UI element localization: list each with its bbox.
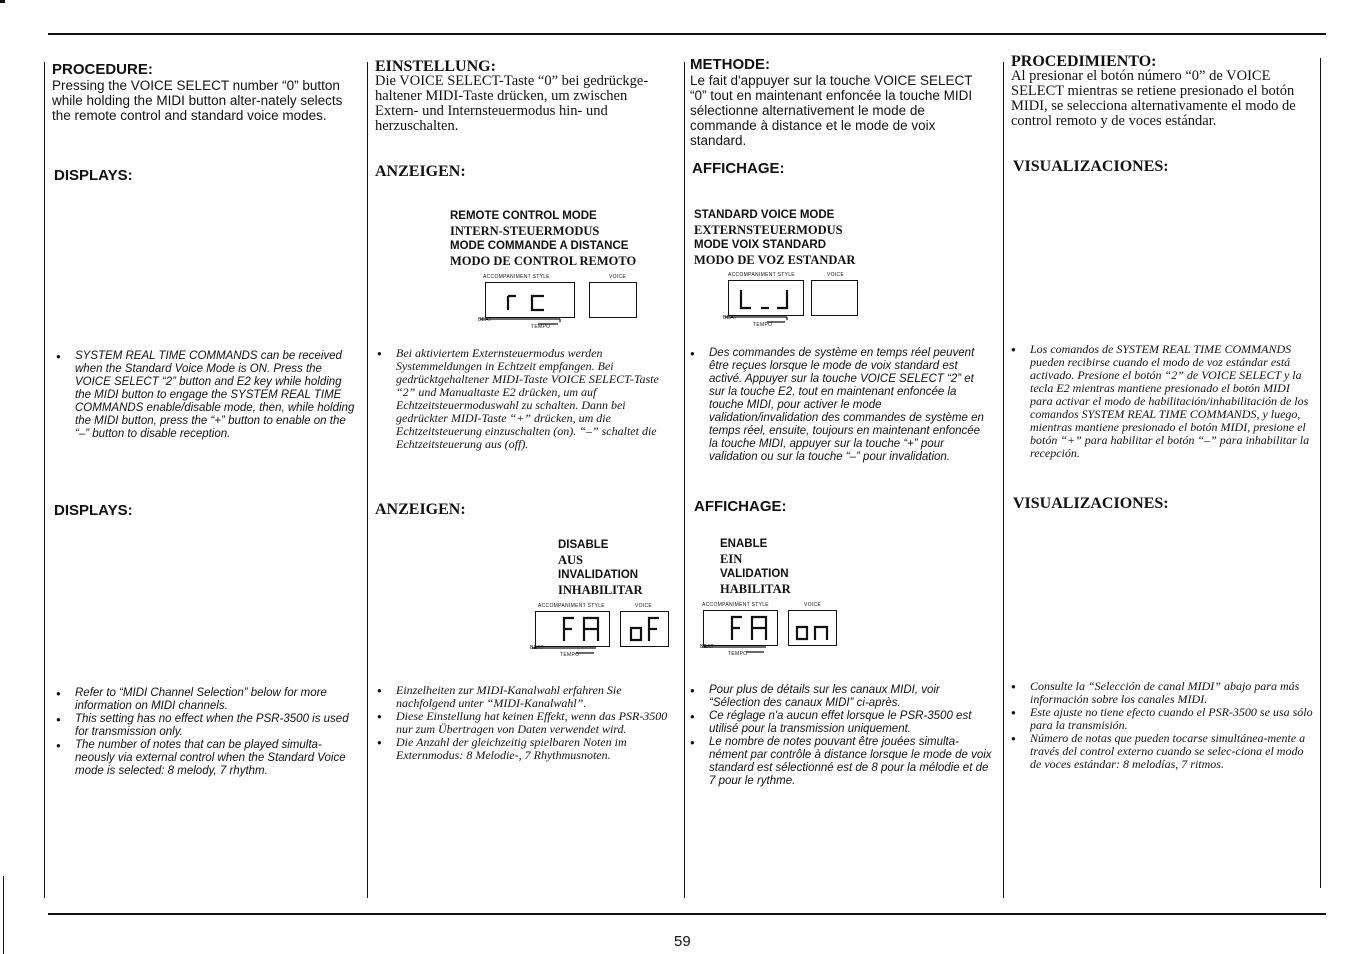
column-es	[1011, 0, 1316, 900]
notes-list	[56, 687, 356, 778]
segment-l	[741, 290, 751, 308]
enable-labels	[720, 537, 791, 597]
lcd-segments-of	[623, 614, 667, 644]
procedure-text: Pressing the VOICE SELECT number “0” button while holding the MIDI button alter-nately selects the remote control and standard voice modes.	[52, 78, 343, 123]
mode-label: ENABLE	[720, 538, 768, 550]
column-de	[375, 0, 680, 900]
displays-heading: VISUALIZACIONES:	[1013, 495, 1169, 512]
displays-heading: ANZEIGEN:	[375, 163, 466, 180]
lcd-voice-label: VOICE	[827, 272, 845, 278]
mode-label: REMOTE CONTROL MODE	[450, 210, 597, 222]
note-item: ● Die Anzahl der gleichzeitig spielbaren Noten im Externmodus: 8 Melodie-, 7 Rhythmusnoten.	[377, 736, 677, 762]
mode-label: MODE COMMANDE A DISTANCE	[450, 240, 629, 252]
lcd-style-label: ACCOMPANIMENT STYLE	[702, 602, 769, 608]
lcd-style-label: ACCOMPANIMENT STYLE	[728, 272, 795, 278]
left-edge-mark	[3, 876, 4, 954]
mode-label: MODE VOIX STANDARD	[694, 239, 827, 251]
segment-o	[631, 628, 641, 640]
mode-label: INHABILITAR	[558, 583, 643, 597]
segment-o	[797, 627, 807, 639]
displays-heading: AFFICHAGE:	[692, 160, 785, 177]
lcd-disable	[530, 603, 690, 659]
divider-4	[1003, 62, 1004, 898]
procedure-text: Al presionar el botón número “0” de VOICE SELECT mientras se retiene presionado el botón MIDI, se selecciona alternativamente el modo de control remoto y de voces estándar.	[1011, 68, 1296, 129]
note-item: ● SYSTEM REAL TIME COMMANDS can be received when the Standard Voice Mode is ON. Press the VOICE SELECT “2” button and E2 key while holding the MIDI button to engage the SYSTEM REAL TIME COMMANDS enable/disable mode, then, while holding the MIDI button, press the “+” button to enable on the “–” button to disable reception.	[56, 350, 356, 441]
segment-r	[508, 296, 516, 310]
segment-j	[777, 290, 787, 308]
notes-list	[56, 350, 356, 441]
lcd-voice-label: VOICE	[609, 274, 627, 280]
mode-label: MODO DE CONTROL REMOTO	[450, 254, 637, 268]
segment-c	[532, 296, 544, 310]
mode-label: EXTERNSTEUERMODUS	[694, 223, 843, 237]
procedure-heading: PROCEDIMIENTO:	[1011, 53, 1157, 70]
lcd-enable	[700, 602, 860, 658]
note-item: ● Consulte la “Selección de canal MIDI” abajo para más información sobre los canales MIDI.	[1011, 680, 1313, 706]
lcd-voice-label: VOICE	[635, 603, 653, 609]
divider-1	[44, 62, 45, 898]
lcd-tempo-label: TEMPO	[560, 652, 580, 658]
lcd-beat-label: BEAT	[530, 645, 544, 651]
notes-list	[377, 684, 677, 762]
divider-3	[684, 62, 685, 898]
notes-list	[690, 684, 992, 788]
displays-heading: VISUALIZACIONES:	[1013, 158, 1169, 175]
lcd-segments-lj	[731, 284, 801, 312]
lcd-pointer	[478, 314, 578, 330]
displays-heading: AFFICHAGE:	[694, 498, 787, 515]
column-fr	[690, 0, 998, 900]
mode-label: EIN	[720, 552, 743, 566]
mode-label: AUS	[558, 553, 584, 567]
note-item: ● Des commandes de système en temps réel peuvent être reçues lorsque le mode de voix standard est activé. Appuyer sur la touche VOICE SELECT “2” et sur la touche E2, tout en maintenant enfoncée la touche MIDI, pour activer le mode validation/invalidation des commandes de système en temps réel, ensuite, toujours en maintenant enfoncée la touche MIDI, appuyer sur la touche “+” pour validation ou sur la touche “–” pour invalidation.	[690, 347, 992, 464]
standard-mode-labels	[694, 208, 855, 268]
lcd-standard	[723, 272, 893, 328]
note-item: ● Le nombre de notes pouvant être jouées simulta-nément par contrôle à distance lorsque le mode de voix standard est sélectionné est de 8 pour la mélodie et de 7 pour le rythme.	[690, 736, 992, 788]
procedure-heading: EINSTELLUNG:	[375, 58, 496, 75]
segment-f-small	[649, 618, 659, 641]
notes-list	[690, 347, 992, 464]
divider-2	[367, 62, 368, 898]
procedure-heading: PROCEDURE:	[52, 61, 153, 78]
note-item: ● Este ajuste no tiene efecto cuando el PSR-3500 se usa sólo para la transmisión.	[1011, 706, 1313, 732]
notes-list	[377, 347, 675, 451]
lcd-voice-window	[811, 280, 858, 316]
note-item: ● Einzelheiten zur MIDI-Kanalwahl erfahren Sie nachfolgend unter “MIDI-Kanalwahl”.	[377, 684, 677, 710]
page-number: 59	[674, 933, 691, 950]
disable-labels	[558, 538, 643, 598]
note-item: ● The number of notes that can be played simulta-neously via external control when the Standard Voice mode is selected: 8 melody, 7 rhythm.	[56, 739, 356, 778]
segment-a	[584, 618, 598, 641]
remote-mode-labels	[450, 209, 636, 269]
note-item: ● Bei aktiviertem Externsteuermodus werden Systemmeldungen in Echtzeit empfangen. Bei gedrücktgehaltener MIDI-Taste VOICE SELECT-Taste “2” und Manualtaste E2 drücken, um auf Echtzeitsteuermoduswahl zu schalten. Dann bei gedrückter MIDI-Taste “+” drücken, um die Echtzeitsteuerung einzuschalten (on). “–” schaltet die Echtzeitsteuerung aus (off).	[377, 347, 675, 451]
lcd-segments-on	[791, 613, 835, 643]
mode-label: HABILITAR	[720, 582, 791, 596]
note-item: ● Refer to “MIDI Channel Selection” below for more information on MIDI channels.	[56, 687, 356, 713]
lcd-remote	[478, 274, 648, 330]
divider-5	[1320, 58, 1321, 888]
mode-label: DISABLE	[558, 539, 609, 551]
bottom-rule	[48, 913, 1326, 915]
mode-label: STANDARD VOICE MODE	[694, 209, 835, 221]
lcd-tempo-label: TEMPO	[753, 322, 773, 328]
lcd-voice-label: VOICE	[804, 602, 822, 608]
corner-mark	[0, 0, 5, 3]
mode-label: INTERN-STEUERMODUS	[450, 224, 600, 238]
lcd-tempo-label: TEMPO	[728, 651, 748, 657]
displays-heading: DISPLAYS:	[54, 167, 133, 184]
displays-heading: DISPLAYS:	[54, 502, 133, 519]
mode-label: VALIDATION	[720, 568, 789, 580]
lcd-style-label: ACCOMPANIMENT STYLE	[483, 274, 550, 280]
lcd-segments-rc	[488, 286, 568, 314]
lcd-tempo-label: TEMPO	[531, 324, 551, 330]
segment-f	[732, 617, 742, 640]
procedure-text: Le fait d'appuyer sur la touche VOICE SELECT “0” tout en maintenant enfoncée la touche MIDI sélectionne alternativement le mode de commande à distance et le mode de voix standard.	[690, 73, 973, 148]
note-item: ● Ce réglage n'a aucun effet lorsque le PSR-3500 est utilisé pour la transmission uniquement.	[690, 710, 992, 736]
segment-n	[815, 627, 827, 640]
note-item: ● Diese Einstellung hat keinen Effekt, wenn das PSR-3500 nur zum Übertragen von Daten verwendet wird.	[377, 710, 677, 736]
lcd-style-label: ACCOMPANIMENT STYLE	[538, 603, 605, 609]
lcd-beat-label: BEAT	[700, 644, 714, 650]
mode-label: MODO DE VOZ ESTANDAR	[694, 253, 856, 267]
lcd-beat-label: BEAT	[478, 317, 492, 323]
procedure-heading: METHODE:	[690, 56, 770, 73]
note-item: ● Número de notas que pueden tocarse simultánea-mente a través del control externo cuando se selec-ciona el modo de voces estándar: 8 melodías, 7 ritmos.	[1011, 732, 1313, 771]
lcd-beat-label: BEAT	[723, 315, 737, 321]
lcd-segments-fa	[706, 613, 776, 643]
note-item: ● Los comandos de SYSTEM REAL TIME COMMANDS pueden recibirse cuando el modo de voz estándar está activado. Presione el botón “2” de VOICE SELECT y la tecla E2 mientras mantiene presionado el botón MIDI para activar el modo de habilitación/inhabilitación de los comandos SYSTEM REAL TIME COMMANDS, y luego, mientras mantiene presionado el botón MIDI, presione el botón “+” para habilitar el botón “–” para inhabilitar la recepción.	[1011, 343, 1313, 460]
segment-a	[752, 617, 766, 640]
displays-heading: ANZEIGEN:	[375, 501, 466, 518]
lcd-voice-window	[589, 282, 637, 318]
note-item: ● Pour plus de détails sur les canaux MIDI, voir “Sélection des canaux MIDI” ci-après.	[690, 684, 992, 710]
segment-f	[564, 618, 574, 641]
lcd-segments-fa	[538, 614, 608, 644]
procedure-text: Die VOICE SELECT-Taste “0” bei gedrückge-haltener MIDI-Taste drücken, um zwischen Extern- und Internsteuermodus hin- und herzuschalten.	[375, 73, 649, 134]
note-item: ● This setting has no effect when the PSR-3500 is used for transmission only.	[56, 713, 356, 739]
notes-list	[1011, 343, 1313, 460]
column-en	[52, 0, 362, 900]
mode-label: INVALIDATION	[558, 569, 639, 581]
notes-list	[1011, 680, 1313, 771]
